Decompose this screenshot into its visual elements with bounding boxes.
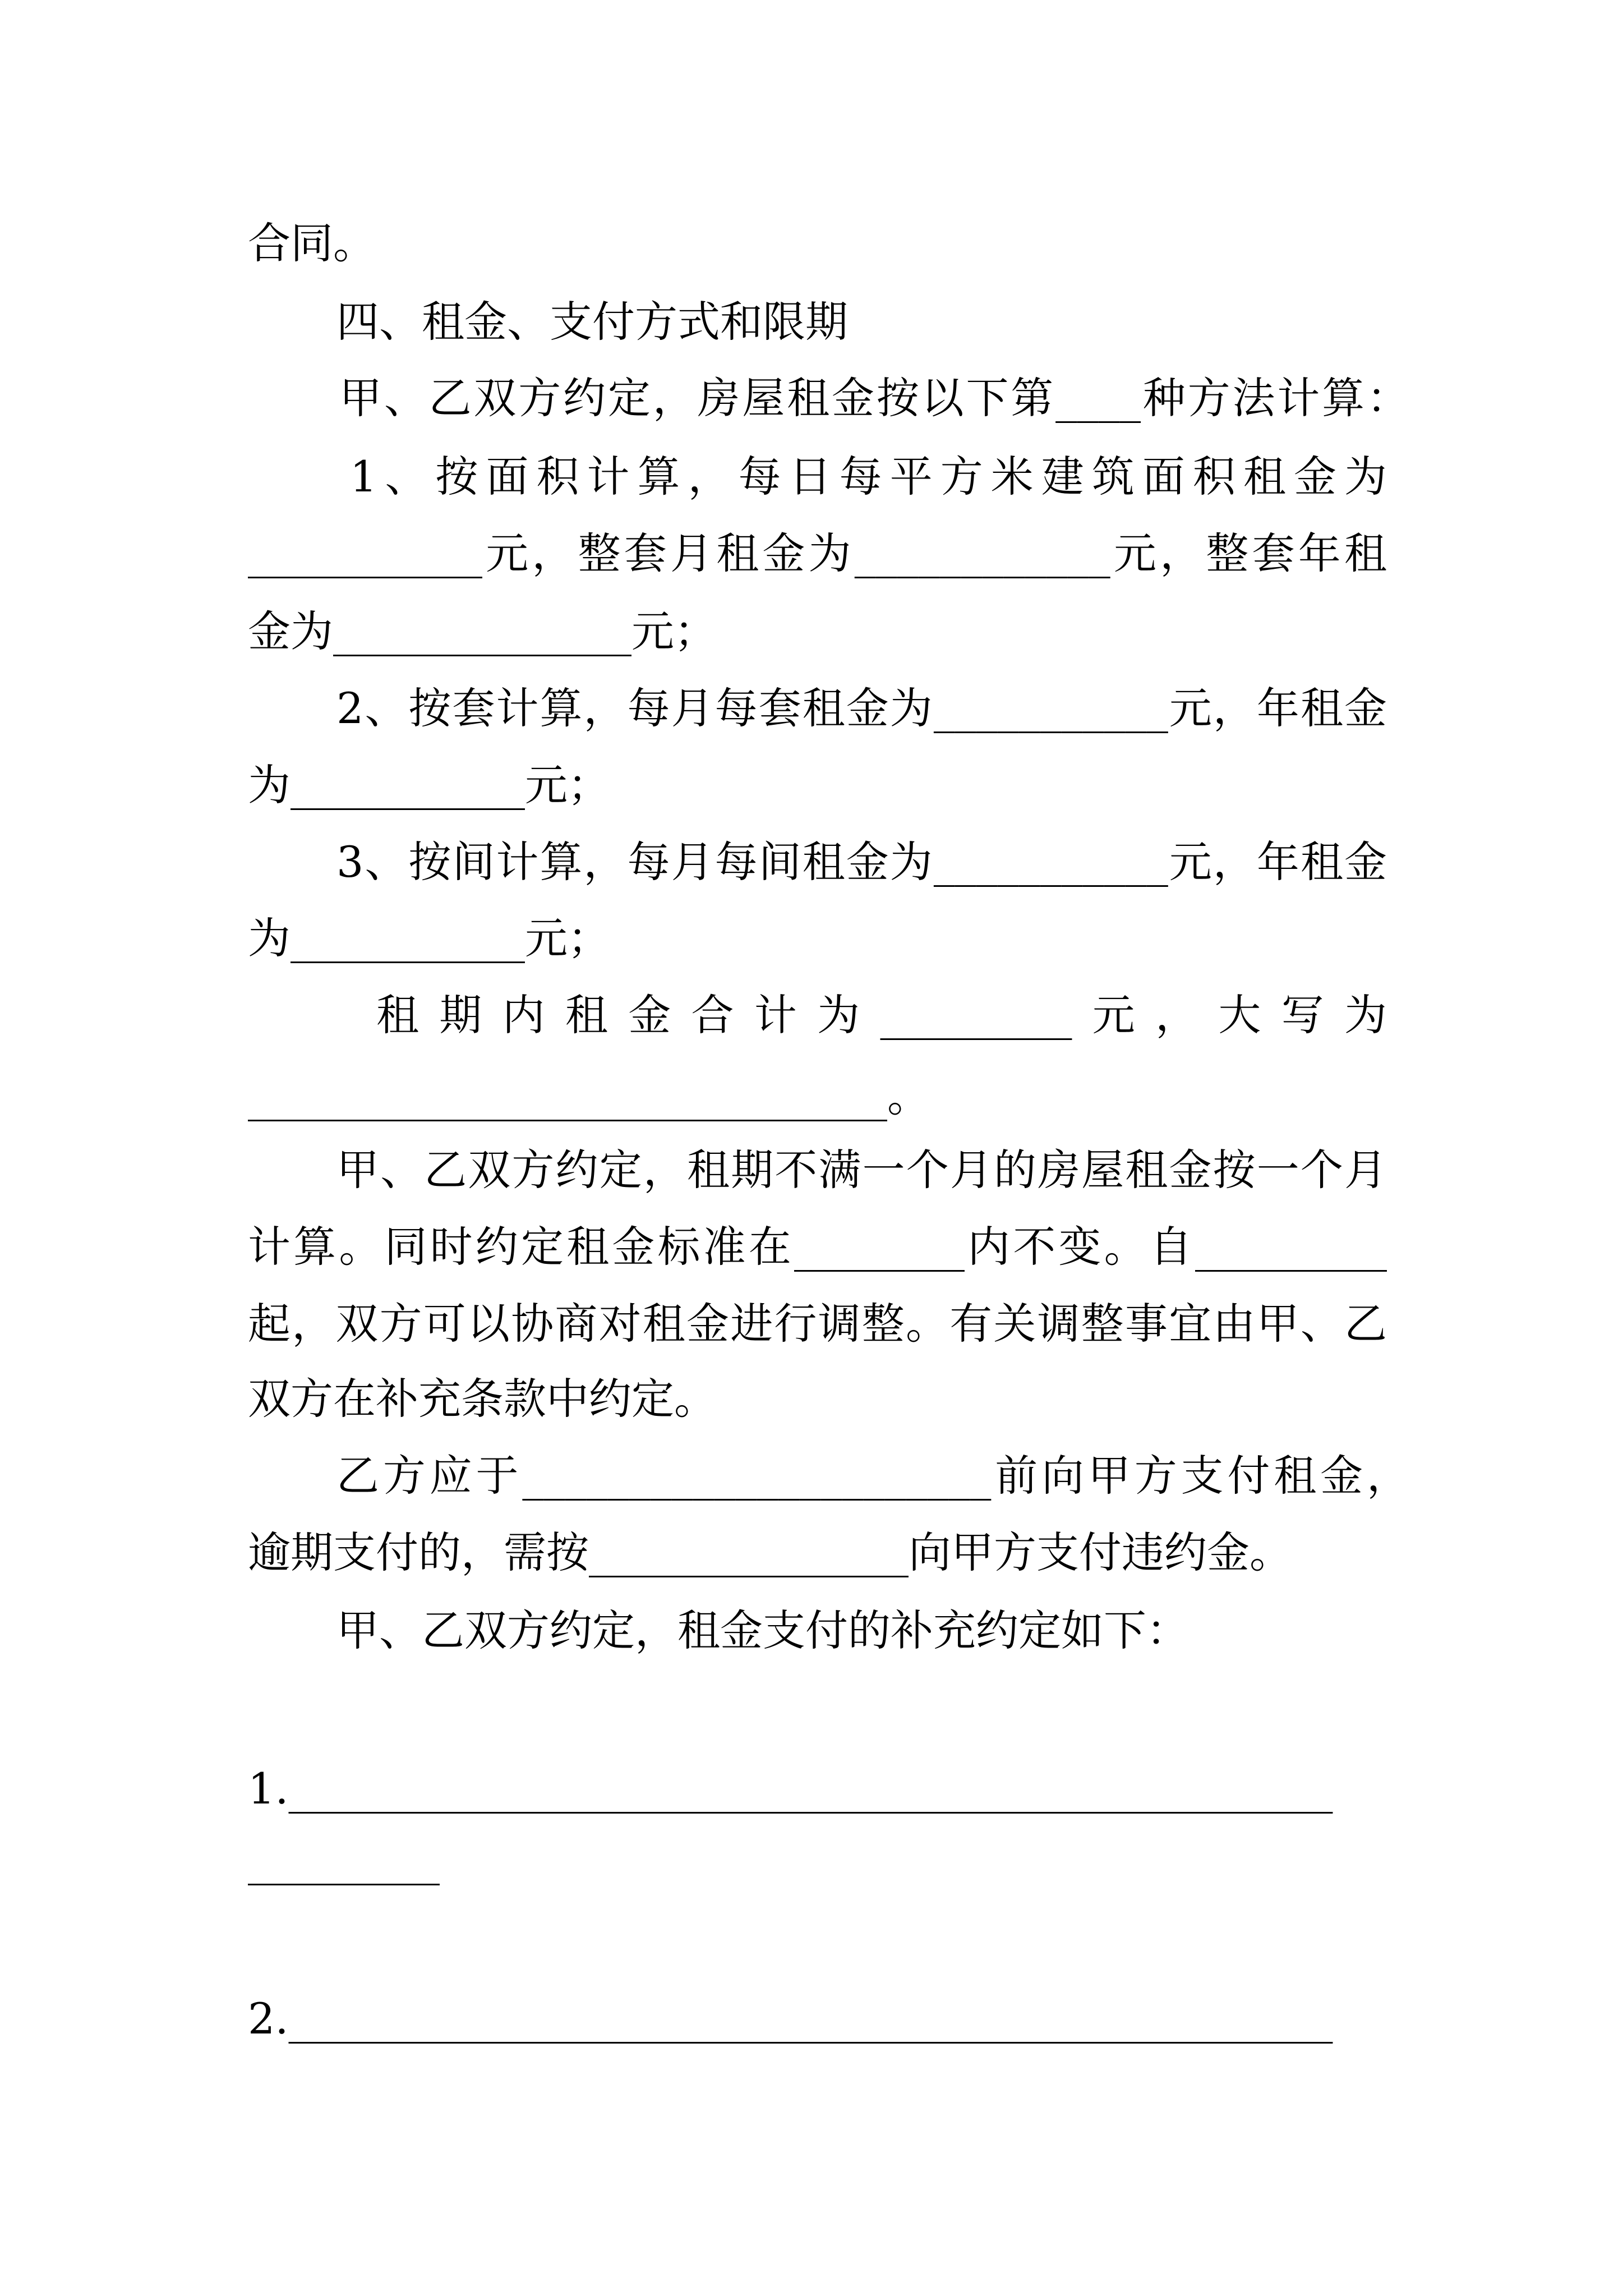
method-area-line-1: 1、按面积计算，每日每平方米建筑面积租金为: [350, 452, 1387, 501]
adjustment-line-2: 计算。同时约定租金标准在________内不变。自_________: [248, 1222, 1387, 1272]
supplement-intro: 甲、乙双方约定，租金支付的补充约定如下：: [336, 1605, 1189, 1655]
method-area-line-3: 金为______________元；: [248, 606, 717, 656]
method-room-line-2: 为___________元；: [248, 913, 610, 963]
payment-deadline-line-2: 逾期支付的，需按_______________向甲方支付违约金。: [248, 1527, 1292, 1577]
total-rent-line-2: ______________________________。: [248, 1071, 930, 1121]
supplement-item-2: 2._________________________________________________: [248, 1994, 1333, 2044]
payment-deadline-line-1: 乙方应于______________________前向甲方支付租金，: [336, 1451, 1409, 1501]
adjustment-line-4: 双方在补充条款中约定。: [248, 1374, 717, 1424]
method-suite-line-2: 为___________元；: [248, 760, 610, 810]
total-rent-line-1: 租期内租金合计为_________元，大写为: [376, 990, 1387, 1040]
method-suite-line-1: 2、按套计算，每月每套租金为___________元，年租金: [336, 683, 1387, 733]
method-room-line-1: 3、按间计算，每月每间租金为___________元，年租金: [336, 837, 1387, 887]
section-heading: 四、租金、支付方式和限期: [336, 297, 848, 347]
method-area-line-2: ___________元，整套月租金为____________元，整套年租: [248, 528, 1387, 578]
supplement-item-1: 1._________________________________________________: [248, 1764, 1333, 1814]
adjustment-line-3: 起，双方可以协商对租金进行调整。有关调整事宜由甲、乙: [248, 1299, 1387, 1349]
supplement-item-1-continuation: _________: [248, 1835, 440, 1885]
calc-method-intro: 甲、乙双方约定，房屋租金按以下第____种方法计算：: [339, 373, 1409, 423]
adjustment-line-1: 甲、乙双方约定，租期不满一个月的房屋租金按一个月: [336, 1145, 1387, 1195]
continuation-text: 合同。: [248, 218, 376, 268]
